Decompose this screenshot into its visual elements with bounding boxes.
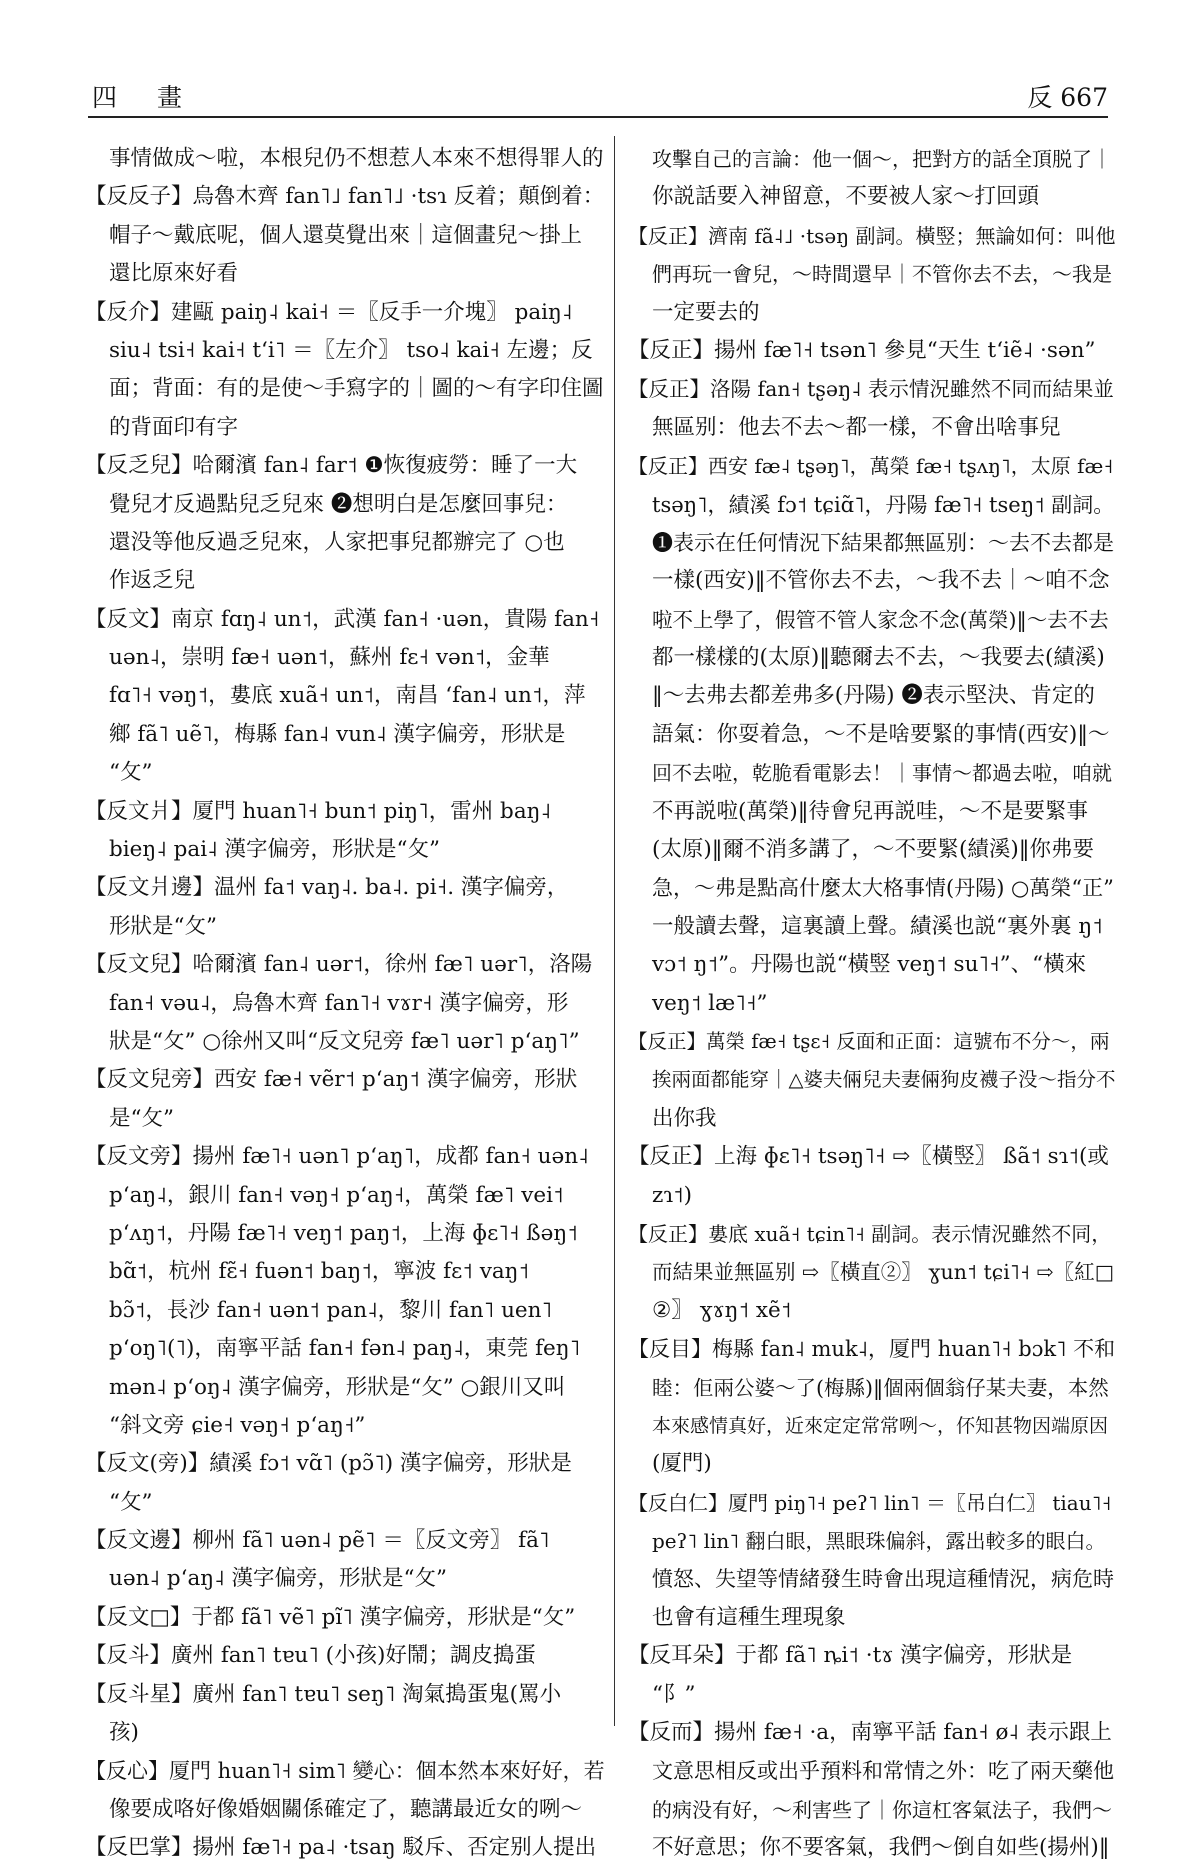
header-rule [88,116,1108,118]
entry-continuation-line: fan˧ vəu˨，烏魯木齊 fan˥˧ vɤr˧ 漢字偏旁，形 [109,990,569,1016]
entry-headword-line: 【反文爿邊】温州 fa˦ vaŋ˨. ba˨. pi˧. 漢字偏旁， [85,875,569,901]
entry-continuation-line: 帽子～戴底呢，個人還莫覺出來｜這個畫兒～掛上 [109,222,583,248]
entry-continuation-line: pʻoŋ˥(˥)，南寧平話 fan˧ fən˨ paŋ˨，東莞 feŋ˥ [109,1336,581,1362]
entry-continuation-line: 出你我 [652,1105,717,1131]
entry-continuation-line: 孩) [109,1720,139,1746]
entry-headword-line: 【反正】揚州 fæ˥˧ tsən˥ 參見“天生 tʻiẽ˨ ·sən” [628,337,1096,363]
entry-headword-line: 【反文邊】柳州 fã˥ uən˨ pẽ˥ ＝〖反文旁〗 fã˥ [85,1528,550,1554]
entry-continuation-line: (厦門) [652,1451,712,1477]
entry-continuation-line: 而結果並無區别 ⇨〖橫直②〗 ɣun˦ tɕi˥˧ ⇨〖紅□ [652,1260,1115,1285]
entry-continuation-line: 面；背面：有的是使～手寫字的｜圖的～有字印住圖 [109,376,604,402]
entry-continuation-line: 還没等他反過乏兒來，人家把事兒都辦完了 ○也 [109,529,565,555]
page-header [88,76,1108,116]
entry-headword-line: 【反耳朵】于都 fã˥ ȵi˦ ·tɤ 漢字偏旁，形狀是 [628,1643,1073,1669]
entry-continuation-line: 啦不上學了，假管不管人家念不念(萬榮)‖～去不去 [652,607,1109,632]
section-title: 四 畫 [92,83,198,112]
entry-continuation-line: ‖～去弗去都差弗多(丹陽) ❷表示堅決、肯定的 [652,683,1095,709]
entry-continuation-line: 語氣：你耍着急，～不是啥要緊的事情(西安)‖～ [652,721,1110,747]
entry-continuation-line: siu˨ tsi˧ kai˧ tʻi˥ ＝〖左介〗 tso˨ kai˧ 左邊；反 [109,337,593,363]
entry-continuation-line: bɑ̃˦，杭州 fɛ̃˧ fuən˦ baŋ˦，寧波 fɛ˦ vaŋ˦ [109,1259,530,1285]
right-column [628,140,1116,1868]
entry-headword-line: 【反斗】廣州 fan˥ tɐu˥ (小孩)好鬧；調皮搗蛋 [85,1643,536,1669]
entry-continuation-line: bieŋ˨ pai˨ 漢字偏旁，形狀是“攵” [109,837,441,863]
entry-headword-line: 【反正】濟南 fã˨˩ ·tsəŋ 副詞。橫竪；無論如何：叫他 [628,223,1116,248]
entry-continuation-line: 作返乏兒 [109,568,196,594]
entry-continuation-line: “斜文旁 ɕie˧ vəŋ˧ pʻaŋ˧” [109,1412,366,1438]
entry-continuation-line: 一樣(西安)‖不管你去不去，～我不去｜～咱不念 [652,568,1110,594]
entry-continuation-line: veŋ˦ læ˥˧” [652,990,768,1016]
entry-continuation-line: 形狀是“攵” [109,913,217,939]
entry-continuation-line: pʻaŋ˨，銀川 fan˧ vəŋ˧ pʻaŋ˧，萬榮 fæ˥ vei˦ [109,1182,564,1208]
entry-headword-line: 【反正】萬榮 fæ˧ tʂɛ˧ 反面和正面：這號布不分～，兩 [628,1029,1110,1053]
entry-continuation-line: vɔ˦ ŋ˦”。丹陽也説“橫竪 veŋ˦ su˥˧”、“橫來 [652,952,1087,978]
entry-continuation-line: 們再玩一會兒，～時間還早｜不管你去不去，～我是 [652,262,1112,287]
entry-continuation-line: uən˨ pʻaŋ˨ 漢字偏旁，形狀是“攵” [109,1566,448,1592]
entry-headword-line: 【反白仁】厦門 piŋ˥˧ peʔ˥ lin˥ ＝〖吊白仁〗 tiau˥˧ [628,1490,1112,1515]
entry-continuation-line: 憤怒、失望等情緒發生時會出現這種情況，病危時 [652,1567,1114,1592]
entry-headword-line: 【反文】南京 fɑŋ˨ un˦，武漢 fan˧ ·uən，貴陽 fan˧ [85,606,600,632]
entry-headword-line: 【反介】建甌 paiŋ˨ kai˧ ＝〖反手一介塊〗 paiŋ˨ [85,299,573,325]
entry-continuation-line: peʔ˥ lin˥ 翻白眼，黑眼珠偏斜，露出較多的眼白。 [652,1529,1106,1554]
entry-headword-line: 【反文兒】哈爾濱 fan˨ uər˦，徐州 fæ˥ uər˥，洛陽 [85,952,593,978]
entry-continuation-line: 本來感情真好，近來定定常常咧～，伓知甚物因端原因 [652,1414,1109,1437]
entry-headword-line: 【反斗星】廣州 fan˥ tɐu˥ seŋ˥ 淘氣搗蛋鬼(罵小 [85,1681,562,1707]
entry-headword-line: 【反乏兒】哈爾濱 fan˨ far˦ ❶恢復疲勞：睡了一大 [85,453,578,479]
entry-continuation-line: 狀是“攵” ○徐州又叫“反文兒旁 fæ˥ uər˥ pʻaŋ˥” [109,1028,580,1054]
entry-headword-line: 【反正】洛陽 fan˧ tʂəŋ˨ 表示情況雖然不同而結果並 [628,377,1114,402]
entry-continuation-line: 都一樣樣的(太原)‖聽爾去不去，～我要去(績溪) [652,645,1105,671]
entry-continuation-line: 睦：佢兩公婆～了(梅縣)‖個兩個翁仔某夫妻，本然 [652,1375,1109,1400]
entry-continuation-line: mən˨ pʻoŋ˨ 漢字偏旁，形狀是“攵” ○銀川又叫 [109,1374,566,1400]
entry-headword-line: 【反正】西安 fæ˨ tʂəŋ˥，萬榮 fæ˧ tʂʌŋ˥，太原 fæ˧ [628,454,1114,479]
entry-continuation-line: 鄉 fã˥ uẽ˥，梅縣 fan˨ vun˨ 漢字偏旁，形狀是 [109,721,566,747]
entry-continuation-line: 的病没有好，～利害些了｜你這杠客氣法子，我們～ [652,1797,1112,1822]
entry-continuation-line: 文意思相反或出乎預料和常情之外：吃了兩天藥他 [652,1759,1114,1784]
entry-continuation-line: 還比原來好看 [109,261,239,287]
entry-headword-line: 【反而】揚州 fæ˧ ·a，南寧平話 fan˧ ø˨ 表示跟上 [628,1720,1112,1746]
entry-headword-line: 【反文兒旁】西安 fæ˧ vẽr˦ pʻaŋ˦ 漢字偏旁，形狀 [85,1067,578,1093]
entry-continuation-line: 一般讀去聲，這裏讀上聲。績溪也説“裏外裏 ŋ˦ [652,913,1103,939]
entry-headword-line: 【反反子】烏魯木齊 fan˥˩ fan˥˩ ·tsɿ 反着；顛倒着： [85,184,605,210]
entry-headword-line: 【反文旁】揚州 fæ˥˧ uən˥ pʻaŋ˥，成都 fan˧ uən˨ [85,1144,589,1170]
entry-headword-line: 【反正】上海 ɸɛ˥˧ tsəŋ˥˧ ⇨〖橫竪〗 ßã˦ sɿ˦(或 [628,1144,1109,1170]
running-head: 反 667 [1027,83,1108,112]
entry-continuation-line: pʻʌŋ˦，丹陽 fæ˥˧ veŋ˦ paŋ˦，上海 ɸɛ˥˧ ßəŋ˦ [109,1220,578,1246]
entry-continuation-line: “攵” [109,1489,153,1515]
entry-continuation-line: 是“攵” [109,1105,174,1131]
entry-headword-line: 【反巴掌】揚州 fæ˥˧ pa˨ ·tsaŋ 駁斥、否定别人提出 [85,1835,597,1861]
column-divider [614,136,615,1726]
entry-continuation-line: 不再説啦(萬榮)‖待會兒再説哇，～不是要緊事 [652,798,1089,824]
entry-continuation-line: “攵” [109,760,153,786]
entry-headword-line: 【反正】婁底 xuã˧ tɕin˥˧ 副詞。表示情況雖然不同， [628,1221,1112,1246]
entry-continuation-line: 一定要去的 [652,299,760,325]
entry-continuation-line: 攻擊自己的言論：他一個～，把對方的話全頂脱了｜ [652,147,1112,171]
entry-headword-line: 【反文(旁)】績溪 fɔ˦ vɑ̃˥ (pɔ̃˥) 漢字偏旁，形狀是 [85,1451,572,1477]
entry-continuation-line: 也會有這種生理現象 [652,1604,846,1630]
entry-continuation-line: 的背面印有字 [109,414,239,440]
entry-continuation-line: 急，～弗是點高什麼太大格事情(丹陽) ○萬榮“正” [652,876,1114,901]
entry-continuation-line: tsəŋ˥，績溪 fɔ˦ tɕiɑ̃˥，丹陽 fæ˥˧ tseŋ˦ 副詞。 [652,492,1115,517]
entry-continuation-line: ②〗 ɣɤŋ˦ xẽ˦ [652,1297,792,1323]
entry-continuation-line: 回不去啦，乾脆看電影去！｜事情～都過去啦，咱就 [652,761,1112,786]
entry-headword-line: 【反文爿】厦門 huan˥˧ bun˦ piŋ˥，雷州 baŋ˨ [85,798,552,824]
entry-headword-line: 【反文□】于都 fã˥ vẽ˥ pĩ˥ 漢字偏旁，形狀是“攵” [85,1604,576,1630]
entry-continuation-line: 不好意思；你不要客氣，我們～倒自如些(揚州)‖ [652,1835,1110,1861]
entry-continuation-line: “阝” [652,1681,696,1707]
entry-continuation-line: (太原)‖爾不消多講了，～不要緊(績溪)‖你弗要 [652,837,1095,863]
entry-continuation-line: bɔ̃˦，長沙 fan˧ uən˦ pan˨，黎川 fan˥ uen˥ [109,1297,553,1323]
entry-continuation-line: 覺兒才反過點兒乏兒來 ❷想明白是怎麼回事兒： [109,491,568,517]
entry-continuation-line: 像要成咯好像婚姻關係確定了，聽講最近女的咧～ [109,1796,583,1822]
entry-continuation-line: 你説話要入神留意，不要被人家～打回頭 [652,184,1040,210]
entry-continuation-line: ❶表示在任何情況下結果都無區别：～去不去都是 [652,530,1114,555]
left-column [85,140,605,1868]
entry-continuation-line: uən˨，崇明 fæ˧ uən˦，蘇州 fɛ˧ vən˦，金華 [109,645,550,671]
entry-continuation-line: 挨兩面都能穿｜△婆夫倆兒夫妻倆狗皮襪子没～指分不 [652,1068,1116,1092]
entry-headword-line: 【反目】梅縣 fan˨ muk˨，厦門 huan˥˧ bɔk˥ 不和 [628,1337,1116,1362]
entry-continuation-line: zɿ˦) [652,1182,693,1208]
entry-continuation-line: 無區别：他去不去～都一樣，不會出啥事兒 [652,414,1061,440]
entry-continuation-line: fɑ˥˧ vəŋ˦，婁底 xuã˧ un˦，南昌 ʻfan˨ un˦，萍 [109,683,586,709]
entry-continuation-line: 事情做成～啦，本根兒仍不想惹人本來不想得罪人的 [109,146,604,171]
entry-headword-line: 【反心】厦門 huan˥˧ sim˥ 變心：個本然本來好好，若 [85,1759,605,1784]
